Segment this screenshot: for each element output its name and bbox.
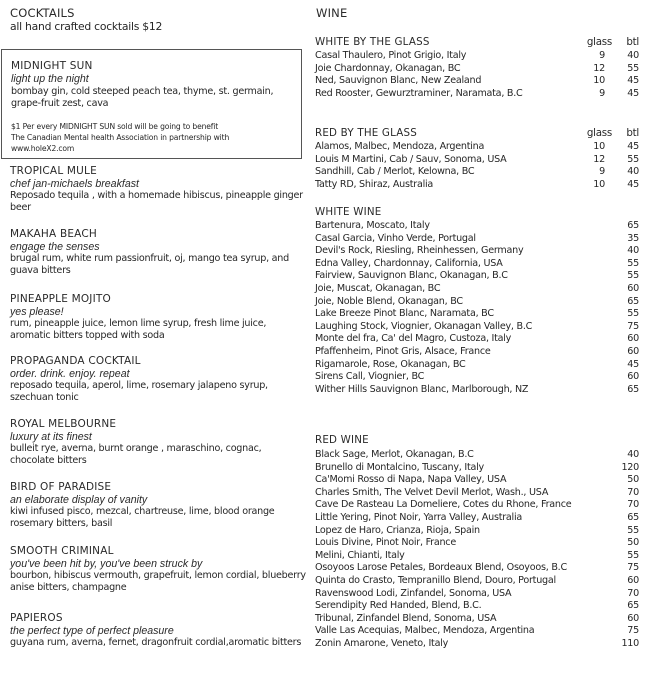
cocktail-description: Reposado tequila , with a homemade hibiscus, pineapple ginger beer (10, 190, 303, 214)
charity-note (11, 121, 301, 155)
wine-row (315, 321, 645, 334)
red-wine-header (315, 434, 645, 448)
wine-row (315, 512, 645, 525)
wine-row (315, 63, 645, 76)
wine-name: Rigamarole, Rose, Okanagan, BC (315, 358, 466, 370)
wine-name: Joie, Noble Blend, Okanagan, BC (315, 295, 463, 307)
bottle-price: 65 (627, 295, 639, 307)
glass-column-label: glass (586, 127, 612, 139)
wine-row (315, 141, 645, 154)
glass-price: 9 (599, 87, 605, 99)
cocktail-name: TROPICAL MULE (10, 165, 97, 177)
glass-price: 10 (593, 141, 605, 152)
charity-note-line: The Canadian Mental health Association in partnership with (11, 133, 230, 143)
wine-row (315, 296, 645, 309)
bottle-column-label: btl (626, 36, 639, 48)
bottle-price: 45 (627, 87, 639, 99)
bottle-price: 45 (627, 178, 639, 190)
wine-row (315, 525, 645, 538)
cocktail-description: reposado tequila, aperol, lime, rosemary jalapeno syrup, szechuan tonic (10, 380, 268, 404)
wine-row (315, 346, 645, 359)
wine-name: Pfaffenheim, Pinot Gris, Alsace, France (315, 345, 491, 357)
cocktail-name: BIRD OF PARADISE (10, 481, 112, 493)
wine-name: Louis Divine, Pinot Noir, France (315, 537, 456, 549)
wine-title: WINE (316, 6, 348, 20)
cocktail-tagline: luxury at its finest (10, 431, 92, 443)
bottle-price: 110 (621, 637, 639, 649)
bottle-price: 35 (627, 232, 639, 244)
bottle-price: 60 (627, 345, 639, 357)
wine-name: Melini, Chianti, Italy (315, 549, 405, 561)
wine-row (315, 575, 645, 588)
wine-name: Cave De Rasteau La Domeliere, Cotes du Rhone, France (315, 499, 572, 511)
wine-name: Charles Smith, The Velvet Devil Merlot, Wash., USA (315, 486, 549, 498)
bottle-price: 45 (627, 75, 639, 87)
wine-column (313, 0, 645, 693)
red-by-glass-header (315, 127, 645, 141)
wine-name: Sandhill, Cab / Merlot, Kelowna, BC (315, 166, 475, 178)
cocktail-tagline: light up the night (11, 73, 89, 85)
cocktail-name: PAPIEROS (10, 612, 63, 624)
white-by-glass-list (315, 50, 645, 100)
cocktail-name: PROPAGANDA COCKTAIL (10, 355, 141, 367)
cocktail-description: bombay gin, cold steeped peach tea, thyme, st. germain, grape-fruit zest, cava (11, 86, 274, 109)
wine-name: Wither Hills Sauvignon Blanc, Marlborough, NZ (315, 383, 529, 395)
cocktail-tagline: order. drink. enjoy. repeat (10, 368, 130, 380)
bottle-price: 55 (627, 524, 639, 536)
cocktail-item (10, 418, 306, 467)
bottle-price: 55 (627, 270, 639, 282)
wine-row (315, 245, 645, 258)
bottle-price: 55 (627, 153, 639, 165)
cocktail-item (10, 481, 306, 530)
wine-name: Joie Chardonnay, Okanagan, BC (315, 62, 461, 74)
glass-column-label: glass (586, 36, 612, 48)
bottle-price: 60 (627, 574, 639, 586)
wine-row (315, 537, 645, 550)
cocktail-item (10, 545, 306, 594)
cocktail-description: bourbon, hibiscus vermouth, grapefruit, lemon cordial, blueberry anise bitters, champagne (10, 570, 306, 594)
cocktail-description: rum, pineapple juice, lemon lime syrup, fresh lime juice, aromatic bitters topped with soda (10, 318, 267, 342)
bottle-price: 70 (627, 486, 639, 498)
charity-note-line: $1 Per every MIDNIGHT SUN sold will be going to benefit (11, 122, 219, 131)
wine-row (315, 308, 645, 321)
bottle-price: 40 (627, 166, 639, 178)
bottle-price: 50 (627, 537, 639, 549)
red-wine-list (315, 449, 645, 651)
wine-row (315, 550, 645, 563)
wine-name: Serendipity Red Handed, Blend, B.C. (315, 600, 482, 612)
cocktail-tagline: an elaborate display of vanity (10, 494, 148, 506)
wine-row (315, 562, 645, 575)
cocktail-tagline: chef jan-michaels breakfast (10, 178, 139, 190)
wine-row (315, 270, 645, 283)
cocktails-title: COCKTAILS (10, 6, 75, 20)
bottle-price: 60 (627, 282, 639, 294)
glass-price: 10 (593, 75, 605, 87)
wine-row (315, 487, 645, 500)
white-wine-header (315, 206, 645, 220)
bottle-price: 65 (627, 383, 639, 395)
wine-name: Louis M Martini, Cab / Sauv, Sonoma, USA (315, 153, 507, 165)
bottle-price: 40 (627, 50, 639, 61)
wine-name: Lopez de Haro, Crianza, Rioja, Spain (315, 524, 480, 536)
bottle-price: 55 (627, 549, 639, 561)
wine-name: Monte del fra, Ca' del Magro, Custoza, Italy (315, 333, 512, 345)
glass-price: 9 (599, 166, 605, 178)
wine-row (315, 449, 645, 462)
cocktail-name: MAKAHA BEACH (10, 228, 98, 240)
wine-name: Casal Garcia, Vinho Verde, Portugal (315, 232, 476, 244)
white-wine-list (315, 220, 645, 396)
cocktail-item (10, 355, 306, 404)
bottle-price: 55 (627, 308, 639, 320)
wine-row (315, 283, 645, 296)
wine-name: Devil's Rock, Riesling, Rheinhessen, Germany (315, 245, 524, 257)
cocktail-item (10, 165, 306, 214)
wine-row (315, 75, 645, 88)
cocktail-item (10, 612, 306, 649)
cocktails-column (0, 0, 306, 693)
wine-row (315, 588, 645, 601)
bottle-price: 70 (627, 587, 639, 599)
wine-row (315, 384, 645, 397)
bottle-price: 55 (627, 62, 639, 74)
cocktail-tagline: yes please! (10, 306, 64, 318)
cocktail-item (10, 293, 306, 342)
bottle-column-label: btl (626, 127, 639, 139)
bottle-price: 60 (627, 333, 639, 345)
bottle-price: 50 (627, 474, 639, 486)
cocktail-tagline: engage the senses (10, 241, 100, 253)
cocktail-tagline: the perfect type of perfect pleasure (10, 625, 174, 637)
glass-price: 12 (593, 153, 605, 165)
wine-row (315, 600, 645, 613)
wine-row (315, 258, 645, 271)
bottle-price: 60 (627, 371, 639, 383)
wine-name: Laughing Stock, Viognier, Okanagan Valley, B.C (315, 320, 533, 332)
wine-name: Quinta do Crasto, Tempranillo Blend, Douro, Portugal (315, 574, 556, 586)
white-by-glass-header (315, 36, 645, 50)
bottle-price: 70 (627, 499, 639, 511)
wine-row (315, 220, 645, 233)
charity-website-link[interactable]: www.holeX2.com (11, 144, 75, 154)
wine-name: Edna Valley, Chardonnay, California, USA (315, 257, 503, 269)
wine-row (315, 371, 645, 384)
cocktail-item (10, 228, 306, 277)
wine-name: Ned, Sauvignon Blanc, New Zealand (315, 75, 482, 87)
wine-name: Zonin Amarone, Veneto, Italy (315, 637, 449, 649)
wine-name: Bartenura, Moscato, Italy (315, 220, 430, 231)
bottle-price: 120 (621, 461, 639, 473)
wine-row (315, 613, 645, 626)
wine-name: Black Sage, Merlot, Okanagan, B.C (315, 449, 474, 460)
wine-name: Osoyoos Larose Petales, Bordeaux Blend, Osoyoos, B.C (315, 562, 567, 574)
bottle-price: 75 (627, 320, 639, 332)
bottle-price: 65 (627, 511, 639, 523)
cocktail-name: PINEAPPLE MOJITO (10, 293, 111, 305)
bottle-price: 40 (627, 245, 639, 257)
glass-price: 12 (593, 62, 605, 74)
bottle-price: 75 (627, 562, 639, 574)
wine-name: Little Yering, Pinot Noir, Yarra Valley, Australia (315, 511, 522, 523)
wine-row (315, 50, 645, 63)
bottle-price: 40 (627, 449, 639, 460)
red-by-glass-list (315, 141, 645, 191)
wine-name: Lake Breeze Pinot Blanc, Naramata, BC (315, 308, 494, 320)
section-heading: RED BY THE GLASS (315, 127, 418, 139)
wine-name: Alamos, Malbec, Mendoza, Argentina (315, 141, 485, 152)
cocktail-description: guyana rum, averna, fernet, dragonfruit cordial,aromatic bitters (10, 637, 302, 648)
section-heading: WHITE BY THE GLASS (315, 36, 430, 48)
wine-row (315, 474, 645, 487)
wine-row (315, 462, 645, 475)
cocktail-tagline: you've been hit by, you've been struck by (10, 558, 203, 570)
wine-name: Fairview, Sauvignon Blanc, Okanagan, B.C (315, 270, 508, 282)
wine-name: Casal Thaulero, Pinot Grigio, Italy (315, 50, 467, 61)
bottle-price: 45 (627, 358, 639, 370)
wine-name: Ca'Momi Rosso di Napa, Napa Valley, USA (315, 474, 507, 486)
wine-name: Joie, Muscat, Okanagan, BC (315, 282, 441, 294)
cocktail-name: MIDNIGHT SUN (11, 60, 93, 72)
wine-row (315, 233, 645, 246)
wine-row (315, 499, 645, 512)
wine-name: Ravenswood Lodi, Zinfandel, Sonoma, USA (315, 587, 512, 599)
cocktail-description: kiwi infused pisco, mezcal, chartreuse, lime, blood orange rosemary bitters, basil (10, 506, 275, 530)
wine-name: Tribunal, Zinfandel Blend, Sonoma, USA (315, 612, 497, 624)
bottle-price: 65 (627, 220, 639, 231)
wine-row (315, 638, 645, 651)
wine-name: Valle Las Acequias, Malbec, Mendoza, Argentina (315, 625, 535, 637)
section-heading: WHITE WINE (315, 206, 382, 218)
cocktails-subtitle: all hand crafted cocktails $12 (10, 20, 163, 33)
cocktail-description: bulleit rye, averna, burnt orange , maraschino, cognac, chocolate bitters (10, 443, 262, 467)
bottle-price: 65 (627, 600, 639, 612)
bottle-price: 45 (627, 141, 639, 152)
bottle-price: 55 (627, 257, 639, 269)
wine-row (315, 359, 645, 372)
featured-cocktail-box (1, 49, 302, 159)
wine-row (315, 154, 645, 167)
cocktail-name: SMOOTH CRIMINAL (10, 545, 114, 557)
wine-name: Tatty RD, Shiraz, Australia (315, 178, 434, 190)
cocktail-name: ROYAL MELBOURNE (10, 418, 117, 430)
wine-name: Sirens Call, Viognier, BC (315, 371, 425, 383)
wine-row (315, 88, 645, 101)
bottle-price: 60 (627, 612, 639, 624)
bottle-price: 75 (627, 625, 639, 637)
glass-price: 9 (599, 50, 605, 61)
glass-price: 10 (593, 178, 605, 190)
wine-row (315, 625, 645, 638)
wine-row (315, 333, 645, 346)
wine-name: Red Rooster, Gewurztraminer, Naramata, B.C (315, 87, 523, 99)
wine-name: Brunello di Montalcino, Tuscany, Italy (315, 461, 484, 473)
wine-row (315, 166, 645, 179)
cocktail-description: brugal rum, white rum passionfruit, oj, mango tea syrup, and guava bitters (10, 253, 289, 277)
section-heading: RED WINE (315, 434, 369, 446)
wine-row (315, 179, 645, 192)
